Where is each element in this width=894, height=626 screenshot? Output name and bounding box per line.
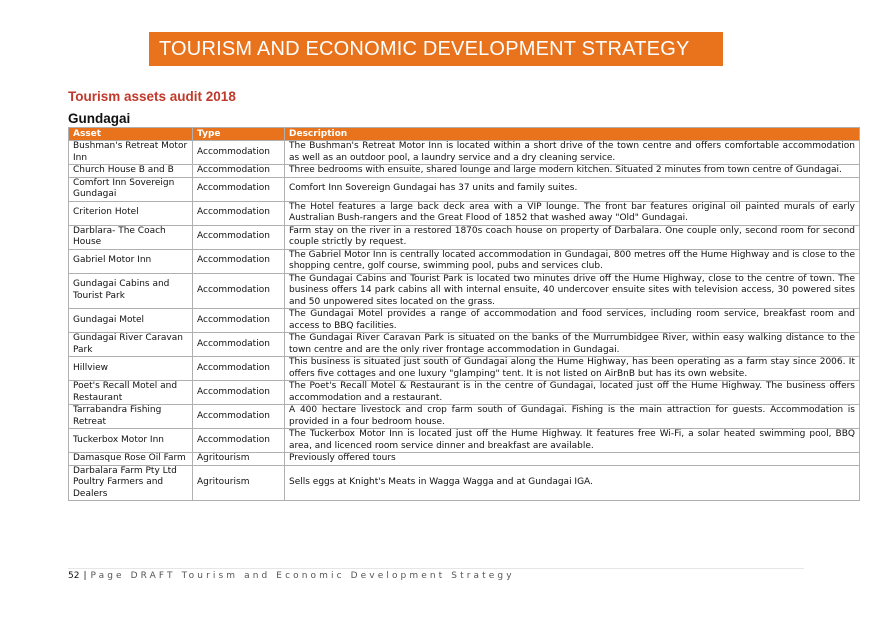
subsection-title: Gundagai [68,111,131,126]
type-cell: Accommodation [193,309,285,333]
description-cell: The Gundagai Cabins and Tourist Park is located two minutes drive off the Hume Highway, close to the centre of town. The business offers 14 park cabins all with internal ensuite, 40 undercover ensuite sites with television access, 30 powered sites and 50 unpowered sites located on the grass. [285,273,860,309]
description-cell: The Gundagai Motel provides a range of accommodation and food services, including room service, breakfast room and access to BBQ facilities. [285,309,860,333]
page-number: 52 [68,571,80,581]
type-cell: Agritourism [193,465,285,501]
table-row [69,357,860,381]
table-row [69,381,860,405]
table-row [69,405,860,429]
description-cell: Farm stay on the river in a restored 1870s coach house on property of Darbalara. One couple only, second room for second couple strictly by request. [285,225,860,249]
asset-cell: Comfort Inn Sovereign Gundagai [69,177,193,201]
table-body [69,141,860,501]
table-row [69,249,860,273]
banner-title: TOURISM AND ECONOMIC DEVELOPMENT STRATEGY [149,32,723,66]
footer-separator: | [83,571,87,581]
type-cell: Accommodation [193,141,285,165]
section-title: Tourism assets audit 2018 [68,89,236,104]
column-header-description: Description [285,128,860,141]
asset-cell: Tuckerbox Motor Inn [69,429,193,453]
type-cell: Accommodation [193,333,285,357]
description-cell: The Bushman's Retreat Motor Inn is located within a short drive of the town centre and offers comfortable accommodation as well as an outdoor pool, a laundry service and a dry cleaning service. [285,141,860,165]
description-cell: The Poet's Recall Motel & Restaurant is in the centre of Gundagai, located just off the Hume Highway. The business offers accommodation and a restaurant. [285,381,860,405]
type-cell: Accommodation [193,249,285,273]
table-row [69,225,860,249]
column-header-asset: Asset [69,128,193,141]
table-row [69,177,860,201]
description-cell: The Tuckerbox Motor Inn is located just off the Hume Highway. It features free Wi-Fi, a solar heated swimming pool, BBQ area, and licenced room service dinner and breakfast are available. [285,429,860,453]
asset-cell: Hillview [69,357,193,381]
asset-cell: Church House B and B [69,165,193,178]
description-cell: Comfort Inn Sovereign Gundagai has 37 units and family suites. [285,177,860,201]
asset-cell: Darbalara Farm Pty Ltd Poultry Farmers and Dealers [69,465,193,501]
table-row [69,453,860,466]
asset-cell: Damasque Rose Oil Farm [69,453,193,466]
type-cell: Accommodation [193,177,285,201]
table-row [69,333,860,357]
asset-cell: Gundagai Cabins and Tourist Park [69,273,193,309]
table-row [69,429,860,453]
table-row [69,273,860,309]
asset-cell: Gabriel Motor Inn [69,249,193,273]
type-cell: Accommodation [193,405,285,429]
asset-cell: Poet's Recall Motel and Restaurant [69,381,193,405]
column-header-type: Type [193,128,285,141]
table-row [69,201,860,225]
type-cell: Accommodation [193,165,285,178]
asset-cell: Darblara- The Coach House [69,225,193,249]
footer-text: Page DRAFT Tourism and Economic Development Strategy [90,571,515,581]
type-cell: Accommodation [193,357,285,381]
description-cell: A 400 hectare livestock and crop farm south of Gundagai. Fishing is the main attraction for guests. Accommodation is provided in a four bedroom house. [285,405,860,429]
asset-cell: Gundagai Motel [69,309,193,333]
table-row [69,141,860,165]
type-cell: Accommodation [193,201,285,225]
description-cell: The Gundagai River Caravan Park is situated on the banks of the Murrumbidgee River, within easy walking distance to the town centre and are the only river frontage accommodation in Gundagai. [285,333,860,357]
table-header [69,128,860,141]
type-cell: Accommodation [193,429,285,453]
description-cell: Sells eggs at Knight's Meats in Wagga Wagga and at Gundagai IGA. [285,465,860,501]
table-row [69,465,860,501]
table-row [69,165,860,178]
type-cell: Accommodation [193,273,285,309]
description-cell: This business is situated just south of Gundagai along the Hume Highway, has been operating as a farm stay since 2006. It offers five cottages and one luxury "glamping" tent. It is not listed on AirBnB but has its own website. [285,357,860,381]
asset-cell: Gundagai River Caravan Park [69,333,193,357]
type-cell: Accommodation [193,381,285,405]
description-cell: Three bedrooms with ensuite, shared lounge and large modern kitchen. Situated 2 minutes from town centre of Gundagai. [285,165,860,178]
page-footer [68,568,804,581]
description-cell: Previously offered tours [285,453,860,466]
assets-table [68,127,860,501]
description-cell: The Hotel features a large back deck area with a VIP lounge. The front bar features original oil painted murals of early Australian Bush-rangers and the Great Flood of 1852 that washed away "Old" Gundagai. [285,201,860,225]
description-cell: The Gabriel Motor Inn is centrally located accommodation in Gundagai, 800 metres off the Hume Highway and is close to the shopping centre, golf course, swimming pool, pubs and services club. [285,249,860,273]
type-cell: Accommodation [193,225,285,249]
type-cell: Agritourism [193,453,285,466]
asset-cell: Criterion Hotel [69,201,193,225]
asset-cell: Bushman's Retreat Motor Inn [69,141,193,165]
asset-cell: Tarrabandra Fishing Retreat [69,405,193,429]
table-row [69,309,860,333]
